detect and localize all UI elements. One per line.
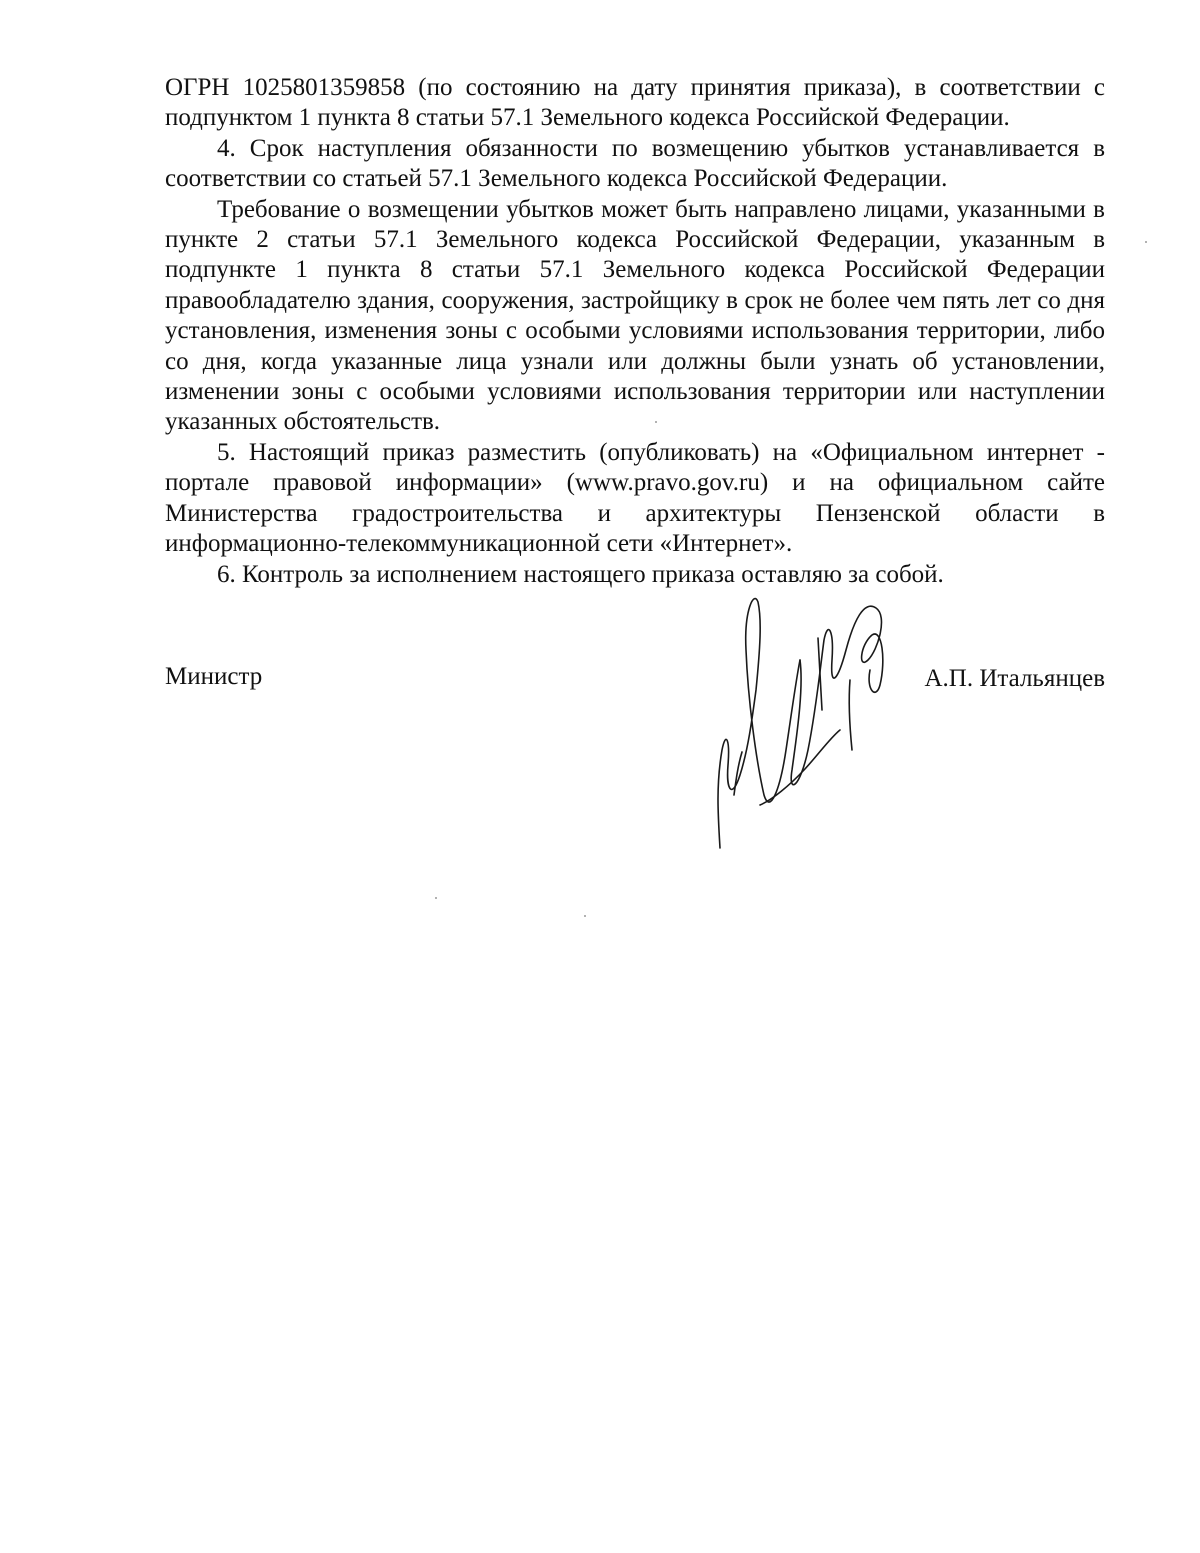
scan-speck <box>435 897 437 899</box>
scan-speck <box>584 915 586 917</box>
document-body <box>165 73 1105 590</box>
scan-speck <box>1145 241 1147 243</box>
handwritten-signature <box>700 590 900 855</box>
paragraph-claim-requirement: Требование о возмещении убытков может быть направлено лицами, указанными в пункте 2 статьи 57.1 Земельного кодекса Российской Федерации, указанным в подпункте 1 пункта 8 статьи 57.1 Земельного кодекса Российской Федерации правообладателю здания, сооружения, застройщику в срок не более чем пять лет со дня установления, изменения зоны с особыми условиями использования территории, либо со дня, когда указанные лица узнали или должны были узнать об установлении, изменении зоны с особыми условиями использования территории или наступлении указанных обстоятельств. <box>165 195 1105 436</box>
signatory-title: Министр <box>165 663 263 690</box>
signatory-name: А.П. Итальянцев <box>924 665 1105 692</box>
paragraph-item-4: 4. Срок наступления обязанности по возмещению убытков устанавливается в соответствии со статьей 57.1 Земельного кодекса Российской Федерации. <box>165 134 1105 193</box>
paragraph-ogrn-continuation: ОГРН 1025801359858 (по состоянию на дату принятия приказа), в соответствии с подпунктом 1 пункта 8 статьи 57.1 Земельного кодекса Российской Федерации. <box>165 74 1105 132</box>
paragraph-item-5: 5. Настоящий приказ разместить (опубликовать) на «Официальном интернет - портале правовой информации» (www.pravo.gov.ru) и на официальном сайте Министерства градостроительства и архитектуры Пензенской области в информационно-телекоммуникационной сети «Интернет». <box>165 438 1105 558</box>
paragraph-item-6: 6. Контроль за исполнением настоящего приказа оставляю за собой. <box>217 560 944 588</box>
scan-speck <box>655 421 657 423</box>
